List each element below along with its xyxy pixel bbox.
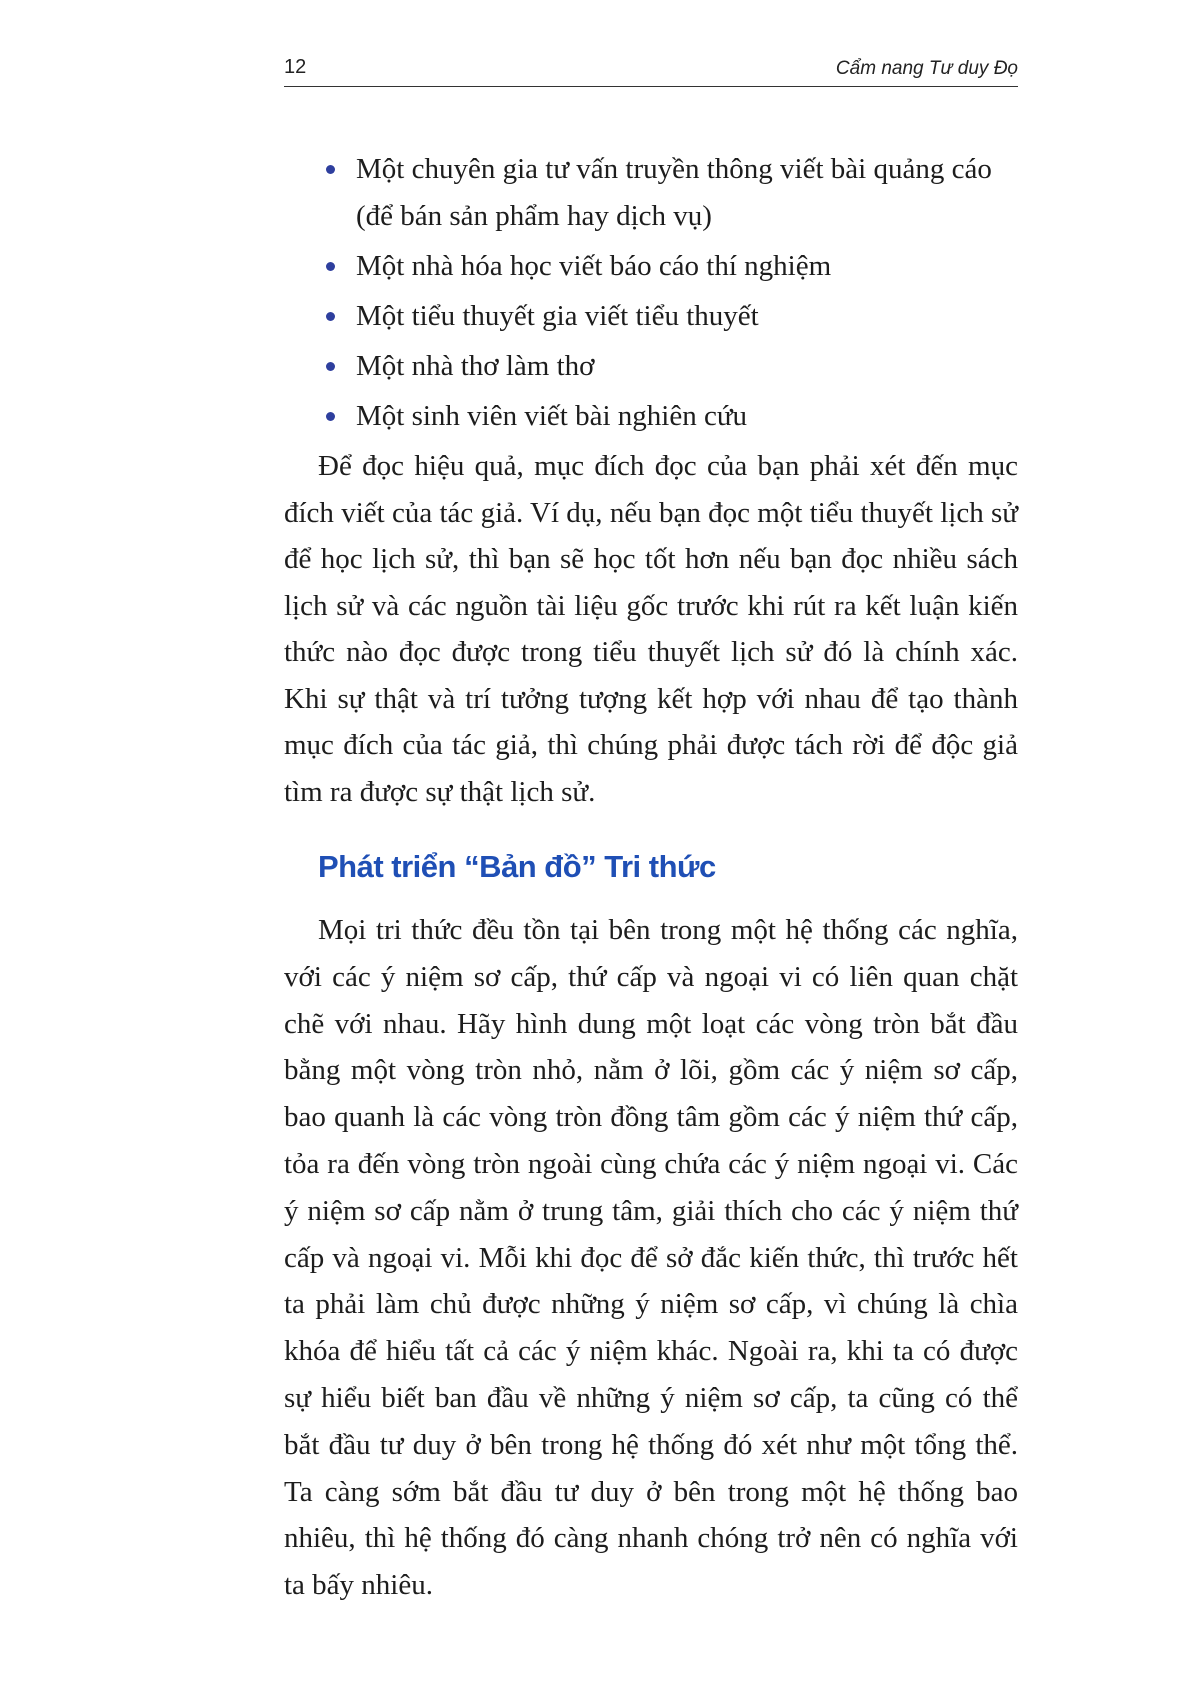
- running-title: Cẩm nang Tư duy Đọ: [835, 58, 1018, 79]
- list-item-text: Một chuyên gia tư vấn truyền thông viết bài quảng cáo (để bán sản phẩm hay dịch vụ): [356, 153, 992, 232]
- bullet-dot-icon: [326, 362, 335, 371]
- header-rule: [284, 86, 1018, 87]
- bullet-dot-icon: [326, 165, 335, 174]
- section-heading: Phát triển “Bản đồ” Tri thức: [318, 849, 716, 884]
- bullet-dot-icon: [326, 412, 335, 421]
- list-item-text: Một tiểu thuyết gia viết tiểu thuyết: [356, 300, 759, 332]
- list-item: [356, 293, 1018, 340]
- list-item: [356, 243, 1018, 290]
- body-paragraph: Để đọc hiệu quả, mục đích đọc của bạn phải xét đến mục đích viết của tác giả. Ví dụ, nếu bạn đọc một tiểu thuyết lịch sử để học lịch sử, thì bạn sẽ học tốt hơn nếu bạn đọc nhiều sách lịch sử và các nguồn tài liệu gốc trước khi rút ra kết luận kiến thức nào đọc được trong tiểu thuyết lịch sử đó là chính xác. Khi sự thật và trí tưởng tượng kết hợp với nhau để tạo thành mục đích của tác giả, thì chúng phải được tách rời để độc giả tìm ra được sự thật lịch sử.: [284, 450, 1018, 808]
- list-item-text: Một sinh viên viết bài nghiên cứu: [356, 400, 748, 432]
- page-header: [284, 56, 1018, 92]
- body-paragraph: Mọi tri thức đều tồn tại bên trong một hệ thống các nghĩa, với các ý niệm sơ cấp, thứ cấp và ngoại vi có liên quan chặt chẽ với nhau. Hãy hình dung một loạt các vòng tròn bắt đầu bằng một vòng tròn nhỏ, nằm ở lõi, gồm các ý niệm sơ cấp, bao quanh là các vòng tròn đồng tâm gồm các ý niệm thứ cấp, tỏa ra đến vòng tròn ngoài cùng chứa các ý niệm ngoại vi. Các ý niệm sơ cấp nằm ở trung tâm, giải thích cho các ý niệm thứ cấp và ngoại vi. Mỗi khi đọc để sở đắc kiến thức, thì trước hết ta phải làm chủ được những ý niệm sơ cấp, vì chúng là chìa khóa để hiểu tất cả các ý niệm khác. Ngoài ra, khi ta có được sự hiểu biết ban đầu về những ý niệm sơ cấp, ta cũng có thể bắt đầu tư duy ở bên trong hệ thống đó xét như một tổng thể. Ta càng sớm bắt đầu tư duy ở bên trong một hệ thống bao nhiêu, thì hệ thống đó càng nhanh chóng trở nên có nghĩa với ta bấy nhiêu.: [284, 914, 1018, 1602]
- page-number: 12: [284, 56, 307, 78]
- list-item-text: Một nhà hóa học viết báo cáo thí nghiệm: [356, 250, 832, 282]
- list-item: [356, 393, 1018, 440]
- bullet-list: [284, 146, 1018, 440]
- list-item: [356, 343, 1018, 390]
- list-item: [356, 146, 1018, 240]
- list-item-text: Một nhà thơ làm thơ: [356, 350, 595, 382]
- bullet-dot-icon: [326, 312, 335, 321]
- page-content: [284, 146, 1018, 1609]
- bullet-dot-icon: [326, 262, 335, 271]
